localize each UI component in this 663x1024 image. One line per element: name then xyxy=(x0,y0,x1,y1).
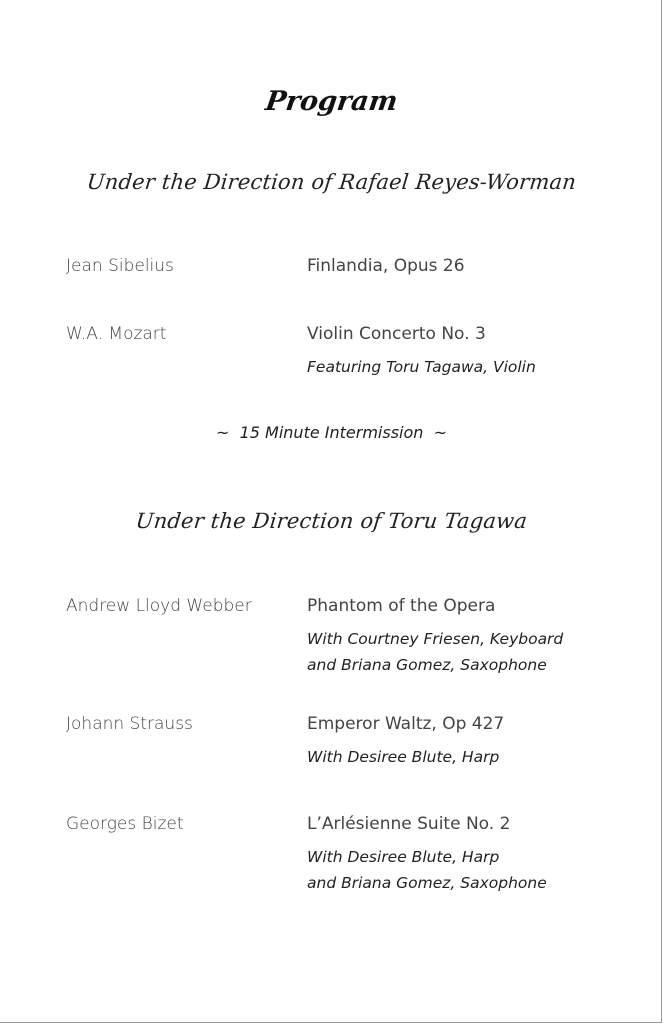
performer-note: and Briana Gomez, Saxophone xyxy=(307,656,547,674)
composer-name: Georges Bizet xyxy=(66,814,184,834)
intermission-note: ~ 15 Minute Intermission ~ xyxy=(216,423,447,442)
performer-note: Featuring Toru Tagawa, Violin xyxy=(307,358,536,376)
piece-title: Violin Concerto No. 3 xyxy=(307,324,486,344)
performer-note: and Briana Gomez, Saxophone xyxy=(307,874,547,892)
composer-name: Jean Sibelius xyxy=(66,256,174,276)
composer-name: Johann Strauss xyxy=(66,714,193,734)
performer-note: With Desiree Blute, Harp xyxy=(307,848,500,866)
composer-name: W.A. Mozart xyxy=(66,324,167,344)
performer-note: With Desiree Blute, Harp xyxy=(307,748,500,766)
piece-title: Finlandia, Opus 26 xyxy=(307,256,465,276)
composer-name: Andrew Lloyd Webber xyxy=(66,596,252,616)
performer-note: With Courtney Friesen, Keyboard xyxy=(307,630,564,648)
piece-title: Phantom of the Opera xyxy=(307,596,496,616)
page-title: Program xyxy=(263,86,400,117)
piece-title: Emperor Waltz, Op 427 xyxy=(307,714,505,734)
piece-title: L’Arlésienne Suite No. 2 xyxy=(307,814,511,834)
section-heading-1: Under the Direction of Rafael Reyes-Worman xyxy=(85,170,578,194)
section-heading-2: Under the Direction of Toru Tagawa xyxy=(134,509,529,533)
